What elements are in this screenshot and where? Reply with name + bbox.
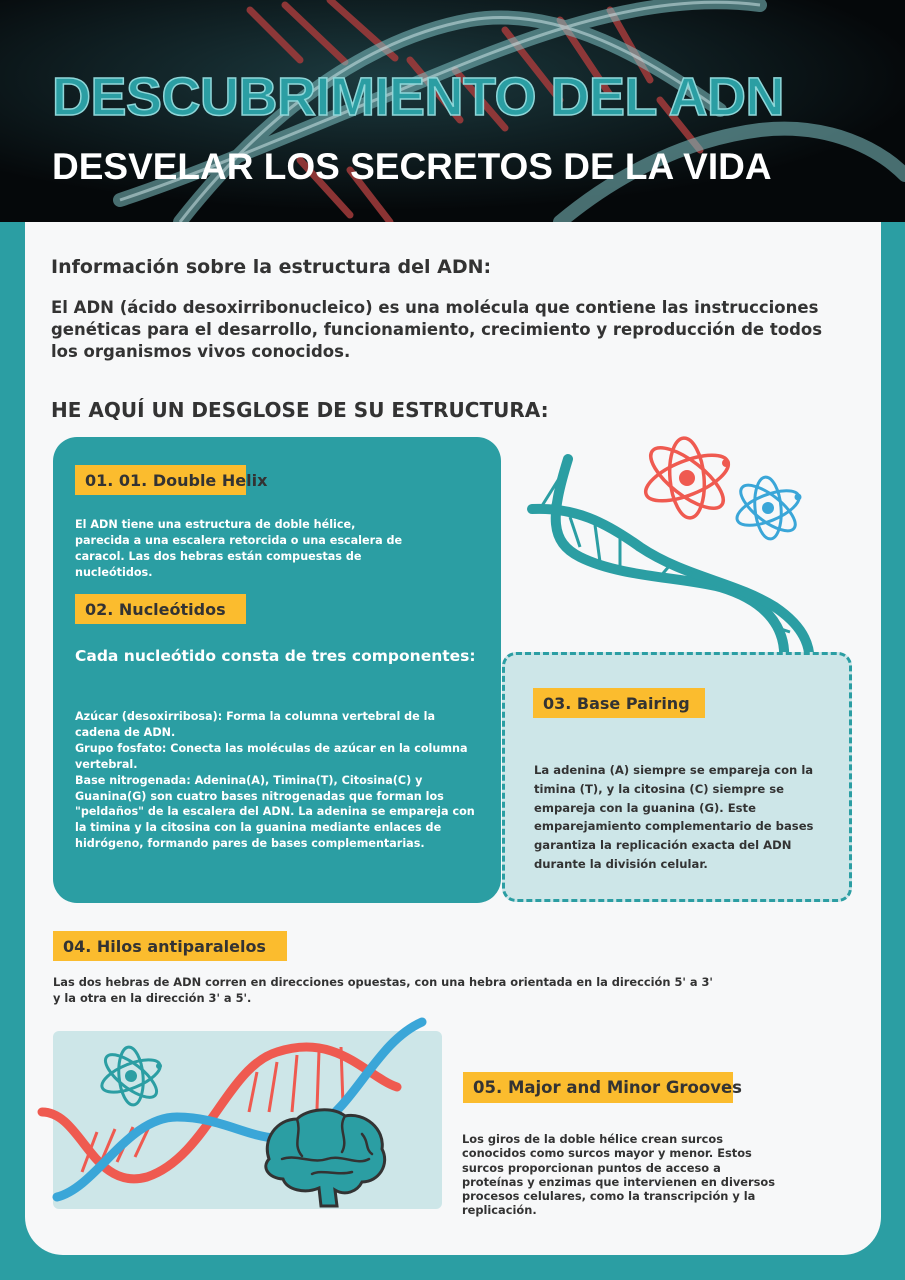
nucleotide-components-list (75, 709, 475, 852)
content-card (25, 222, 881, 1255)
double-helix-text: El ADN tiene una estructura de doble hélice, parecida a una escalera retorcida o una escalera de caracol. Las dos hebras están compuestas de nucleótidos. (75, 518, 403, 579)
antiparallel-text: Las dos hebras de ADN corren en direcciones opuestas, con una hebra orientada en la dirección 5' a 3' y la otra en la dirección 3' a 5'. (53, 975, 713, 1005)
base-pairing-panel (502, 652, 852, 902)
nucleotides-intro: Cada nucleótido consta de tres componentes: (75, 647, 476, 665)
list-item: Grupo fosfato: Conecta las moléculas de azúcar en la columna vertebral. (75, 741, 468, 771)
section-tag-grooves: 05. Major and Minor Grooves (463, 1072, 733, 1103)
grooves-text: Los giros de la doble hélice crean surcos conocidos como surcos mayor y menor. Estos surcos proporcionan puntos de acceso a proteínas y enzimas que intervienen en diversos procesos celulares, como la transcripción y la replicación. (462, 1132, 776, 1218)
intro-paragraph: El ADN (ácido desoxirribonucleico) es una molécula que contiene las instrucciones genéticas para el desarrollo, funcionamiento, crecimiento y reproducción de todos los organismos vivos conocidos. (51, 298, 823, 362)
structure-panel (53, 437, 501, 903)
list-item: Azúcar (desoxirribosa): Forma la columna vertebral de la cadena de ADN. (75, 710, 436, 739)
breakdown-heading: HE AQUÍ UN DESGLOSE DE SU ESTRUCTURA: (51, 398, 549, 422)
atom-icon (97, 1042, 165, 1110)
section-tag-base-pairing: 03. Base Pairing (533, 688, 705, 718)
list-item: Base nitrogenada: Adenina(A), Timina(T), Citosina(C) y Guanina(G) son cuatro bases nitrogenadas que forman los "peldaños" de la escalera del ADN. La adenina se empareja con la timina y la citosina con la guanina mediante enlaces de hidrógeno, formando pares de bases complementarias. (75, 773, 475, 851)
atom-icon (732, 472, 804, 544)
section-tag-double-helix: 01. 01. Double Helix (75, 465, 246, 495)
intro-heading: Información sobre la estructura del ADN: (51, 256, 492, 278)
section-tag-antiparallel: 04. Hilos antiparalelos (53, 931, 287, 961)
section-tag-nucleotides: 02. Nucleótidos (75, 594, 246, 624)
page-title: DESCUBRIMIENTO DEL ADN (52, 67, 785, 127)
page-subtitle: DESVELAR LOS SECRETOS DE LA VIDA (52, 146, 772, 187)
brain-icon (257, 1104, 392, 1209)
base-pairing-text: La adenina (A) siempre se empareja con la timina (T), y la citosina (C) siempre se empareja con la guanina (G). Este emparejamiento complementario de bases garantiza la replicación exacta del ADN durante la división celular. (534, 763, 814, 871)
atom-icon (640, 435, 735, 520)
hero-banner (0, 0, 905, 222)
